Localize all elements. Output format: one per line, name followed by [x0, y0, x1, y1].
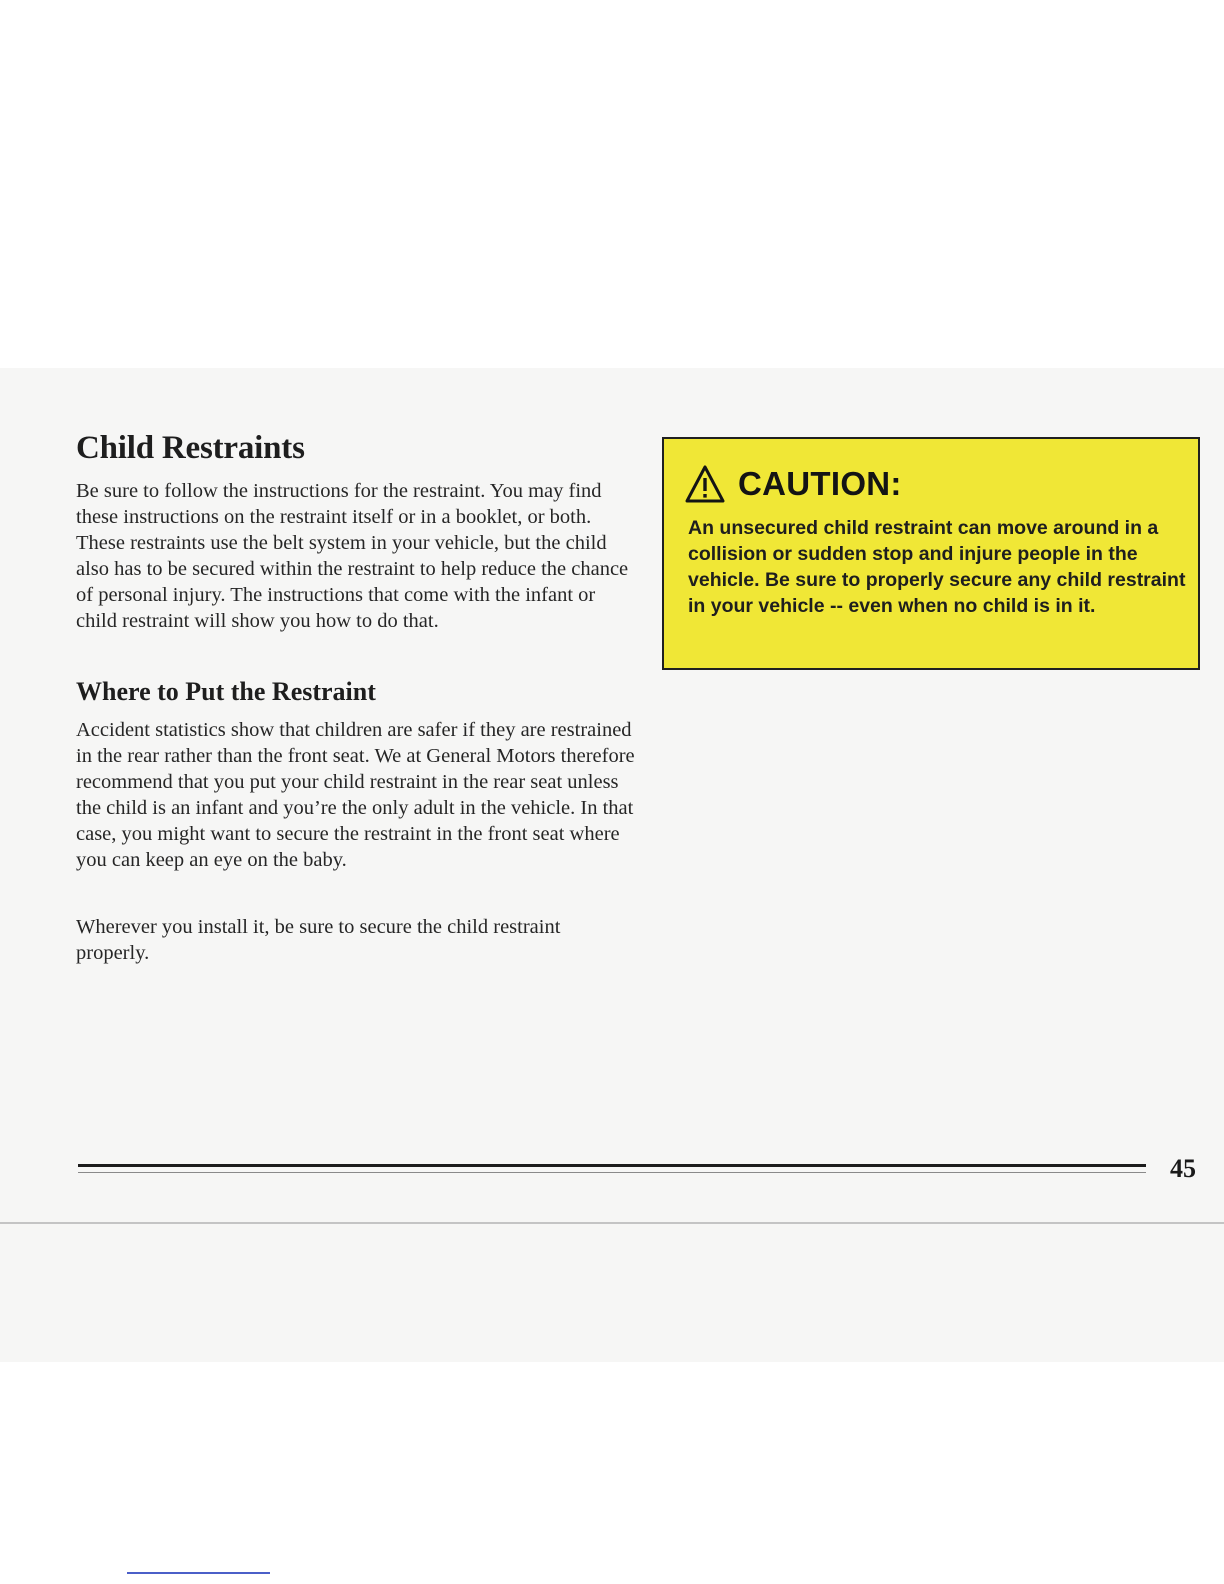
caution-box	[662, 437, 1200, 670]
placement-paragraph: Accident statistics show that children are safer if they are restrained in the rear rather than the front seat. We at General Motors therefore recommend that you put your child restraint in the rear seat unless the child is an infant and you’re the only adult in the vehicle. In that case, you might want to secure the restraint in the front seat where you can keep an eye on the baby.	[76, 719, 635, 871]
warning-triangle-icon	[684, 464, 726, 504]
caution-label: CAUTION:	[738, 465, 902, 502]
section-title: Child Restraints	[76, 430, 305, 466]
page-number: 45	[1170, 1154, 1196, 1183]
intro-paragraph: Be sure to follow the instructions for the restraint. You may find these instructions on the restraint itself or in a booklet, or both. These restraints use the belt system in your vehicle, but the child also has to be secured within the restraint to help reduce the chance of personal injury. The instructions that come with the infant or child restraint will show you how to do that.	[76, 480, 629, 632]
install-paragraph: Wherever you install it, be sure to secure the child restraint properly.	[76, 916, 561, 964]
stray-line	[127, 1572, 270, 1574]
caution-text: An unsecured child restraint can move around in a collision or sudden stop and injure people in the vehicle. Be sure to properly secure any child restraint in your vehicle -- even when no child is in it.	[688, 517, 1186, 617]
subsection-title: Where to Put the Restraint	[76, 677, 376, 706]
footer-rule	[78, 1164, 1146, 1167]
caution-header	[684, 463, 902, 505]
scan-edge-line	[0, 1222, 1224, 1224]
footer-rule-thin	[78, 1172, 1146, 1173]
